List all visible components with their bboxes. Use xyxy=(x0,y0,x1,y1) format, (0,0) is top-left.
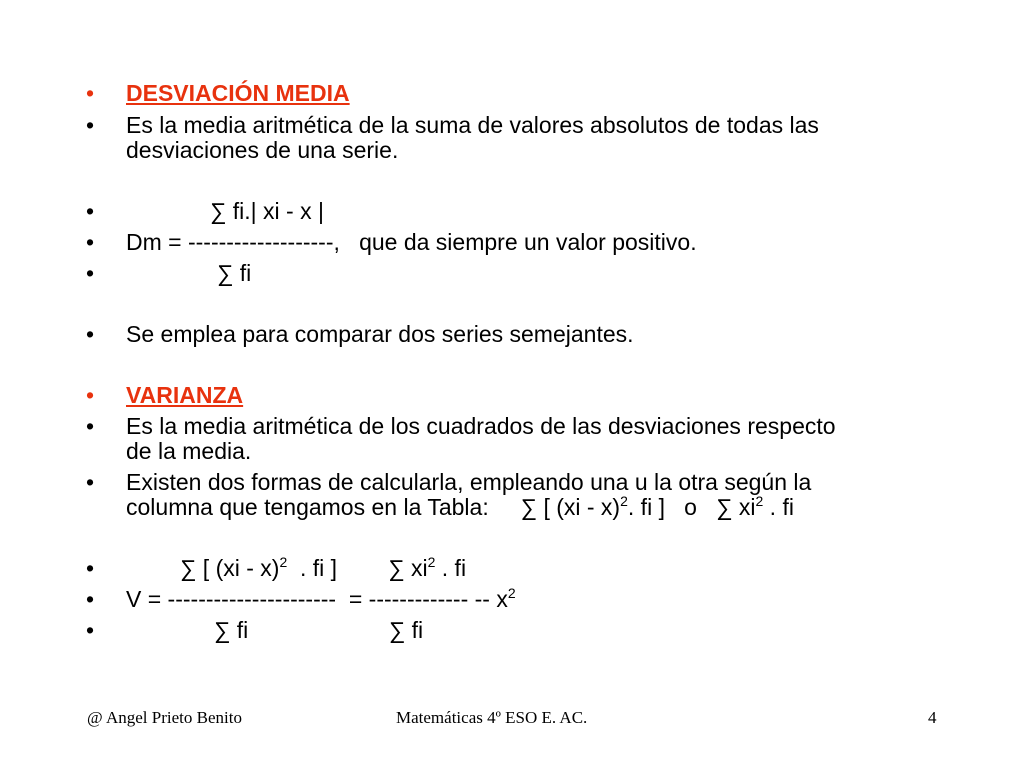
superscript-2: 2 xyxy=(755,493,764,509)
bullet-icon: • xyxy=(86,260,95,286)
dm-formula-denominator: ∑ fi xyxy=(217,260,252,286)
bullet-icon: • xyxy=(86,229,95,255)
bullet-icon: • xyxy=(86,112,95,138)
dm-usage-text: Se emplea para comparar dos series semejantes. xyxy=(126,321,634,347)
superscript-2: 2 xyxy=(427,554,436,570)
varianza-forms-line-2 xyxy=(126,494,794,520)
num-text-b: . fi ] ∑ xi xyxy=(287,555,428,581)
forms-text-a: columna que tengamos en la Tabla: ∑ [ (xi - x) xyxy=(126,494,621,520)
footer-author: @ Angel Prieto Benito xyxy=(87,708,242,727)
superscript-2: 2 xyxy=(507,585,516,601)
footer-page-number: 4 xyxy=(928,708,937,727)
bullet-icon: • xyxy=(86,80,95,106)
num-text-c: . fi xyxy=(435,555,467,581)
bullet-icon: • xyxy=(86,198,95,224)
superscript-2: 2 xyxy=(620,493,628,509)
definition-line-1: Es la media aritmética de la suma de valores absolutos de todas las xyxy=(126,112,819,138)
section-heading-varianza: VARIANZA xyxy=(126,382,244,408)
bullet-icon: • xyxy=(86,586,95,612)
bullet-icon: • xyxy=(86,555,95,581)
forms-text-b: . fi ] o ∑ xi xyxy=(627,494,756,520)
v-formula-denominator: ∑ fi ∑ fi xyxy=(214,617,424,643)
bullet-icon: • xyxy=(86,617,95,643)
bullet-icon: • xyxy=(86,382,95,408)
forms-text-c: . fi xyxy=(763,494,794,520)
bullet-icon: • xyxy=(86,321,95,347)
varianza-definition-line-2: de la media. xyxy=(126,438,252,464)
v-formula-numerator xyxy=(180,555,466,581)
varianza-definition-line-1: Es la media aritmética de los cuadrados de las desviaciones respecto xyxy=(126,413,836,439)
v-formula-main xyxy=(126,586,516,612)
footer-course: Matemáticas 4º ESO E. AC. xyxy=(396,708,588,727)
varianza-forms-line-1: Existen dos formas de calcularla, empleando una u la otra según la xyxy=(126,469,812,495)
num-text-a: ∑ [ (xi - x) xyxy=(180,555,280,581)
definition-line-2: desviaciones de una serie. xyxy=(126,137,399,163)
bullet-icon: • xyxy=(86,469,95,495)
bullet-icon: • xyxy=(86,413,95,439)
superscript-2: 2 xyxy=(279,554,288,570)
v-main-text: V = ---------------------- = ------------- -- x xyxy=(126,586,508,612)
section-heading-desviacion-media: DESVIACIÓN MEDIA xyxy=(126,80,350,106)
dm-formula-main: Dm = -------------------, que da siempre un valor positivo. xyxy=(126,229,697,255)
dm-formula-numerator: ∑ fi.| xi - x | xyxy=(210,198,324,224)
